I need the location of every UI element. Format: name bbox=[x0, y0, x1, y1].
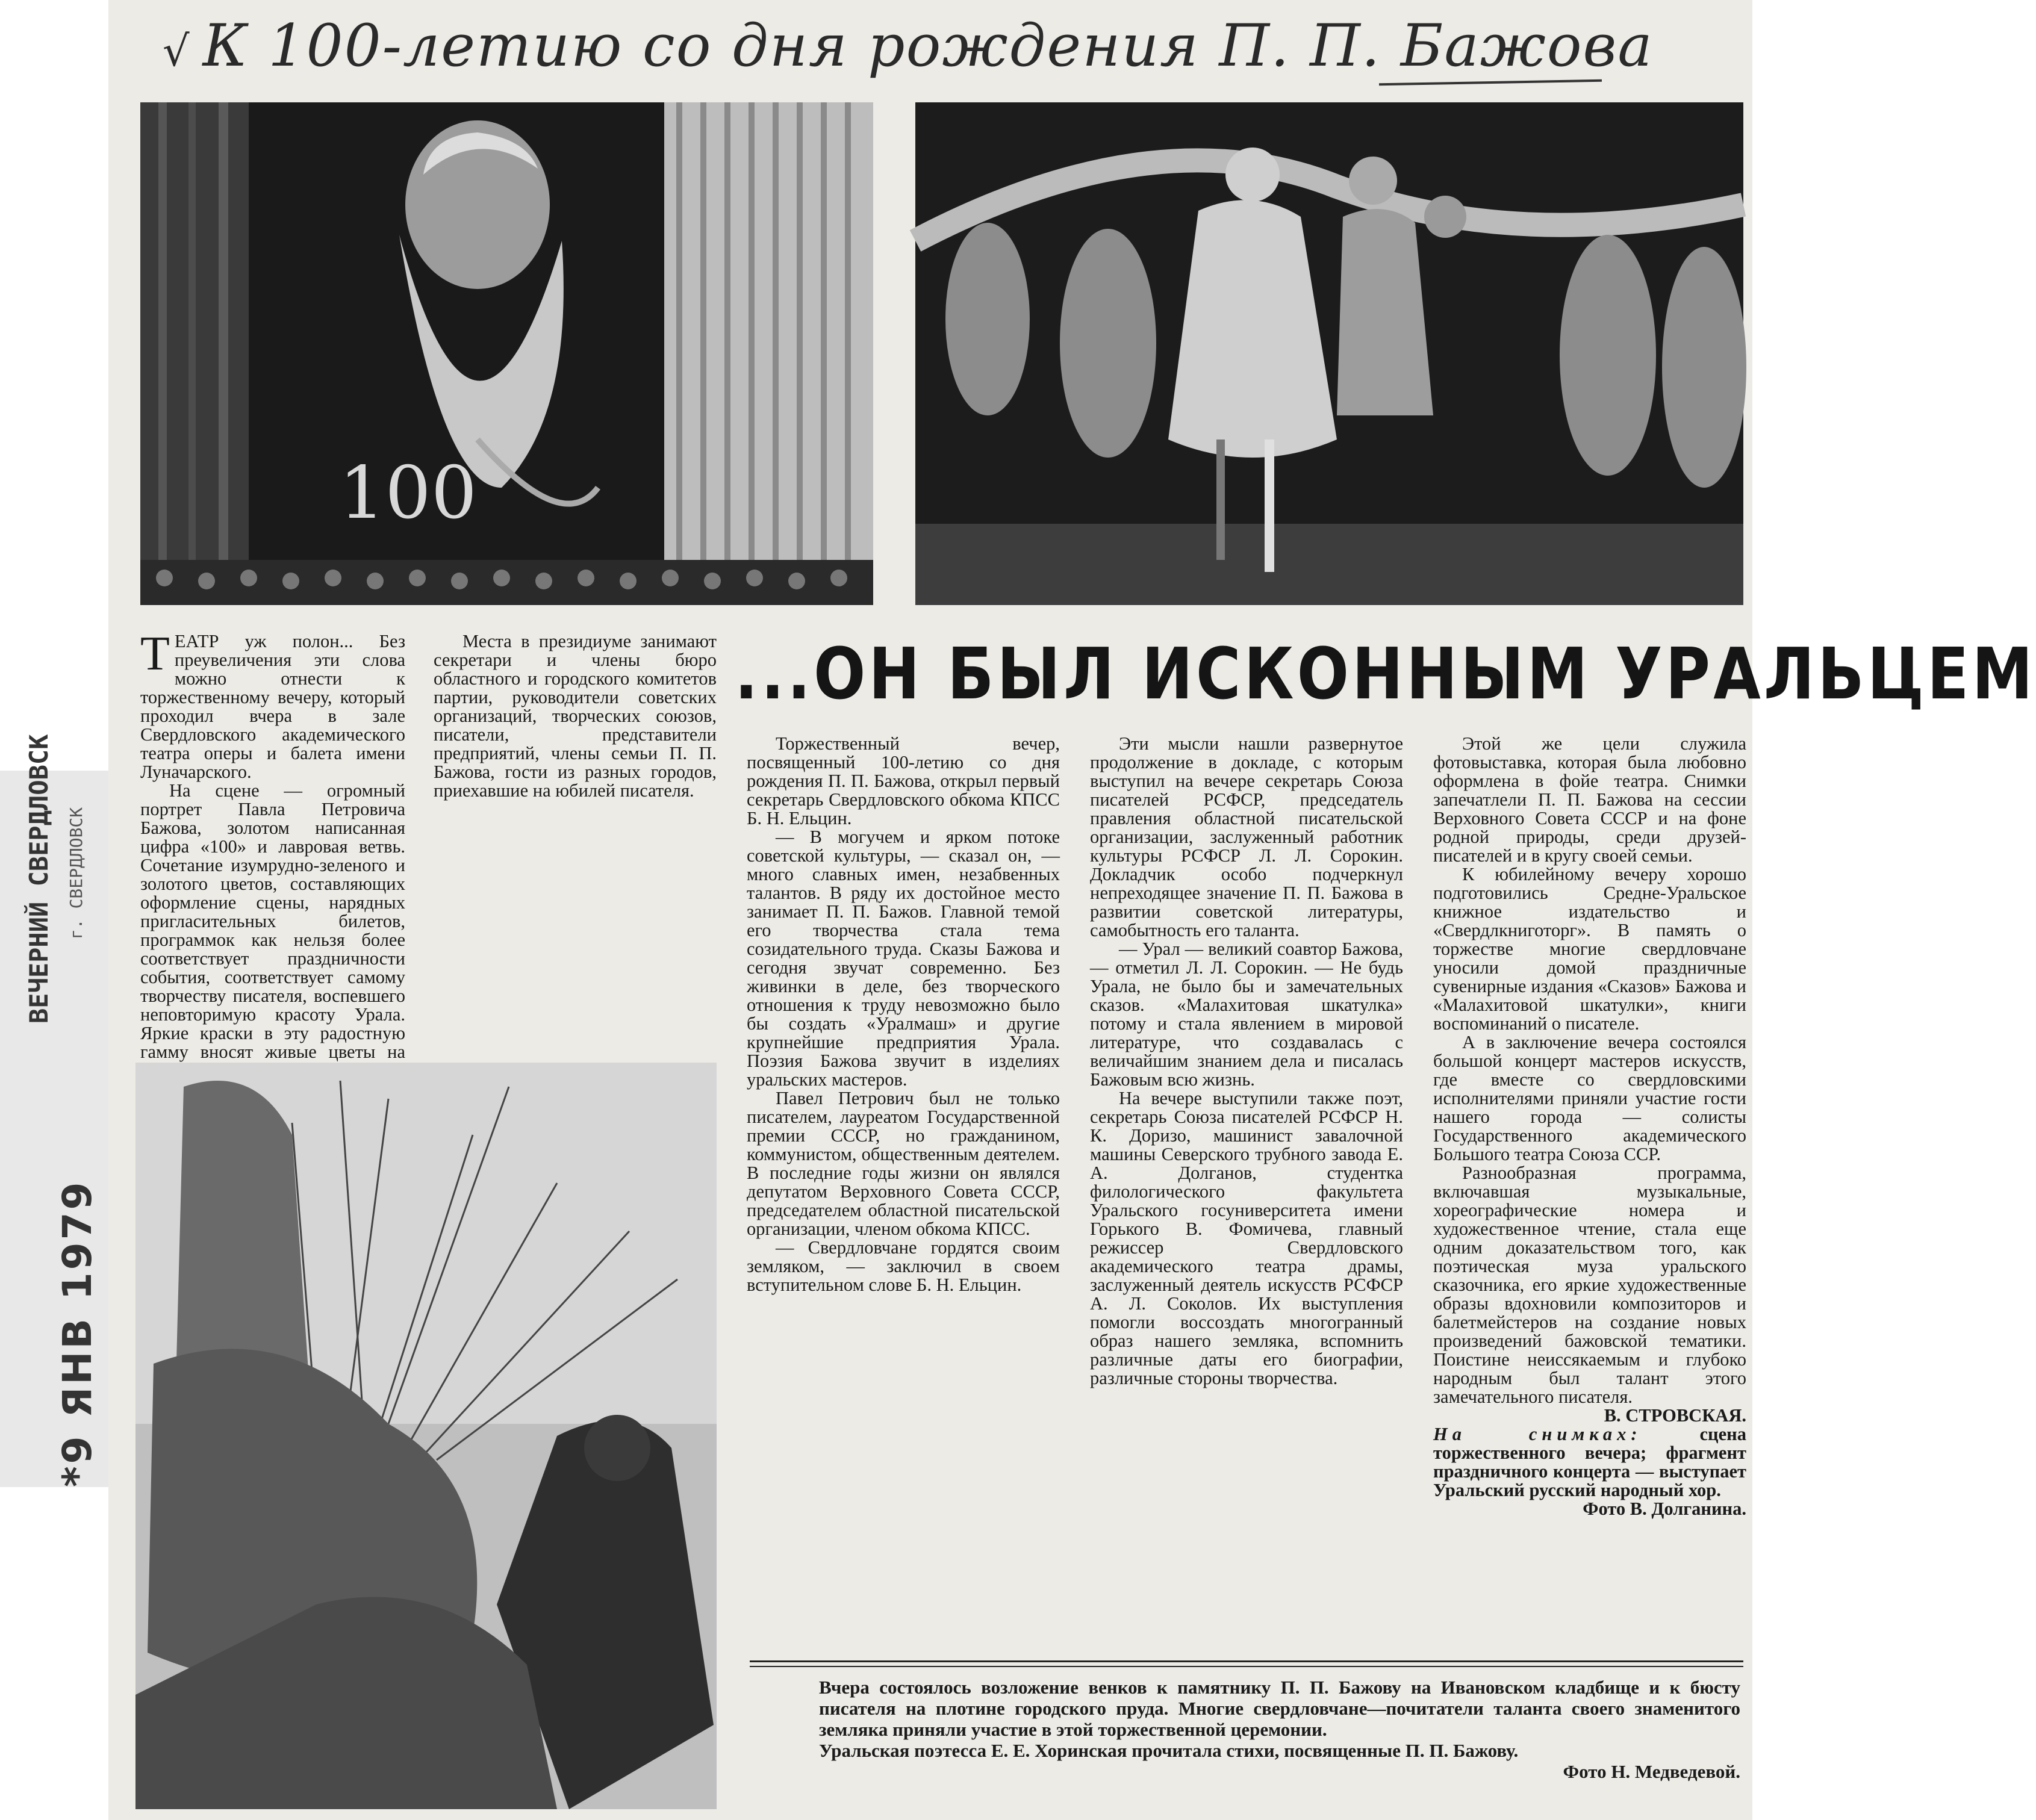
intro-paragraph-3: Места в президиуме занимают секретари и члены бюро областного и городского комитетов партии, руководители советских организаций, творческих союзов, писатели, представители предприятий, члены семьи П. П. Бажова, гости из разных городов, приехавшие на юбилей писателя. bbox=[434, 631, 717, 801]
article-paragraph-10: А в заключение вечера состоялся большой концерт мастеров искусств, где вместе со свердловскими исполнителями приняли участие гости нашего города — солисты Государственного академического Большого театра Союза ССР. bbox=[1433, 1032, 1746, 1164]
article-paragraph-8: Этой же цели служила фотовыставка, которая была любовно оформлена в фойе театра. Снимки запечатлели П. П. Бажова на сессии Верховного Совета СССР и на фоне родной природы, среди друзей-писателей и в кругу своей семьи. bbox=[1433, 733, 1746, 866]
intro-column-2 bbox=[434, 632, 717, 800]
article-paragraph-6: — Урал — великий соавтор Бажова,— отметил Л. Л. Сорокин. — Не будь Урала, не было бы и замечательных сказов. «Малахитовая шкатулка» потому и стала явлением в мировой литературе, что создавалась с величайшим знанием дела и писалась Бажовым всю жизнь. bbox=[1090, 939, 1403, 1090]
stamp-date: *9 ЯНВ 1979 bbox=[54, 1179, 101, 1487]
caption-lead: На снимках: bbox=[1433, 1424, 1642, 1444]
notice-credit: Фото Н. Медведевой. bbox=[1563, 1761, 1740, 1782]
article-paragraph-4: — Свердловчане гордятся своим земляком, — заключил в своем вступительном слове Б. Н. Ельцин. bbox=[747, 1237, 1060, 1295]
headline-text: К 100-летию со дня рождения П. П. Бажова bbox=[202, 12, 1654, 79]
stamp-newspaper-name: ВЕЧЕРНИЙ СВЕРДЛОВСК bbox=[24, 734, 54, 1023]
check-mark: √ bbox=[163, 26, 191, 76]
article-paragraph-7: На вечере выступили также поэт, секретарь Союза писателей РСФСР Н. К. Доризо, машинист завалочной машины Северского трубного завода Е. А. Долганов, студентка филологического факультета Уральского госуниверситета имени Горького В. Фомичева, главный режиссер Свердловского академического театра драмы, заслуженный деятель искусств РСФСР А. Л. Соколов. Их выступления помогли воссоздать многогранный образ нашего земляка, вспомнить различные даты его биографии, различные стороны творчества. bbox=[1090, 1088, 1403, 1388]
article-paragraph-5: Эти мысли нашли развернутое продолжение в докладе, с которым выступил на вечере секретарь Союза писателей РСФСР, председатель правления областной писательской организации, заслуженный работник культуры РСФСР Л. Л. Сорокин. Докладчик особо подчеркнул непреходящее значение П. П. Бажова в развитии советской литературы, самобытность его таланта. bbox=[1090, 733, 1403, 940]
photo-caption: На снимках: сцена торжественного вечера; фрагмент праздничного концерта — выступает Уральский русский народный хор. bbox=[1433, 1424, 1746, 1500]
drop-cap: Т bbox=[140, 627, 170, 680]
intro-column-1 bbox=[140, 627, 405, 1080]
article-title: ...ОН БЫЛ ИСКОННЫМ УРАЛЬЦЕМ bbox=[735, 632, 2036, 715]
stamp-date-wrap bbox=[54, 1180, 101, 1487]
article-column-3 bbox=[1433, 735, 1746, 1518]
notice-poem: Уральская поэтесса Е. Е. Хоринская прочитала стихи, посвященные П. П. Бажову. bbox=[819, 1740, 1519, 1761]
photo-credit: Фото В. Долганина. bbox=[1583, 1499, 1746, 1519]
article-paragraph-9: К юбилейному вечеру хорошо подготовились Средне-Уральское книжное издательство и «Свердлкниготорг». В память о торжестве многие свердловчане уносили домой праздничные сувенирные издания «Сказов» Бажова и «Малахитовой шкатулки», книги воспоминаний о писателе. bbox=[1433, 864, 1746, 1034]
article-paragraph-2: — В могучем и ярком потоке советской культуры, — сказал он, — много славных имен, незабвенных талантов. В ряду их достойное место занимает П. П. Бажов. Главной темой его творчества стала тема созидательного труда. Сказы Бажова и сегодня звучат современно. Без живинки в деле, без творческого отношения к труду невозможно было бы создать «Уралмаш» и другие крупнейшие предприятия Урала. Поэзия Бажова звучит в изделиях уральских мастеров. bbox=[747, 827, 1060, 1090]
intro-paragraph-1: ТЕАТР уж полон... Без преувеличения эти слова можно отнести к торжественному вечеру, который проходил вчера в зале Свердловского академического театра оперы и балета имени Луначарского. bbox=[140, 627, 405, 782]
notice-rule bbox=[750, 1660, 1743, 1667]
photo-stage-portrait bbox=[140, 102, 873, 605]
article-column-1 bbox=[747, 735, 1060, 1294]
stamp-city: г. СВЕРДЛОВСК bbox=[66, 807, 86, 939]
article-column-2 bbox=[1090, 735, 1403, 1388]
wreath-notice bbox=[819, 1677, 1740, 1782]
portrait-number: 100 bbox=[339, 452, 478, 535]
article-paragraph-11: Разнообразная программа, включавшая музыкальные, хореографические номера и художественное чтение, стала еще одним доказательством того, как поэтическая муза уральского сказочника, его яркие художественные образы вдохновили композиторов и балетмейстеров на создание новых произведений бажовской тематики. Поистине неиссякаемым и глубоко народным был талант этого замечательного писателя. bbox=[1433, 1163, 1746, 1407]
intro-paragraph-2: На сцене — огромный портрет Павла Петровича Бажова, золотом написанная цифра «100» и лавровая ветвь. Сочетание изумрудно-зеленого и золотого цветов, составляющих оформление сцены, нарядных пригласительных билетов, программок как нельзя более соответствует праздничности события, соответствует самому творчеству писателя, воспевшего неповторимую красоту Урала. Яркие краски в эту радостную гамму вносят живые цветы на bbox=[140, 780, 405, 1062]
notice-text: Вчера состоялось возложение венков к памятнику П. П. Бажову на Ивановском кладбище и к бюсту писателя на плотине городского пруда. Многие свердловчане—почитатели таланта своего знаменитого земляка приняли участие в этой торжественной церемонии. bbox=[819, 1677, 1740, 1740]
article-author: В. СТРОВСКАЯ. bbox=[1604, 1405, 1746, 1426]
article-paragraph-1: Торжественный вечер, посвященный 100-летию со дня рождения П. П. Бажова, открыл первый секретарь Свердловского обкома КПСС Б. Н. Ельцин. bbox=[747, 733, 1060, 828]
article-paragraph-3: Павел Петрович был не только писателем, лауреатом Государственной премии СССР, но гражданином, коммунистом, общественным деятелем. В последние годы жизни он являлся депутатом Верховного Совета СССР, председателем областной писательской организации, членом обкома КПСС. bbox=[747, 1088, 1060, 1239]
photo-concert-dancers bbox=[915, 102, 1743, 605]
photo-wreath-laying bbox=[135, 1063, 717, 1809]
